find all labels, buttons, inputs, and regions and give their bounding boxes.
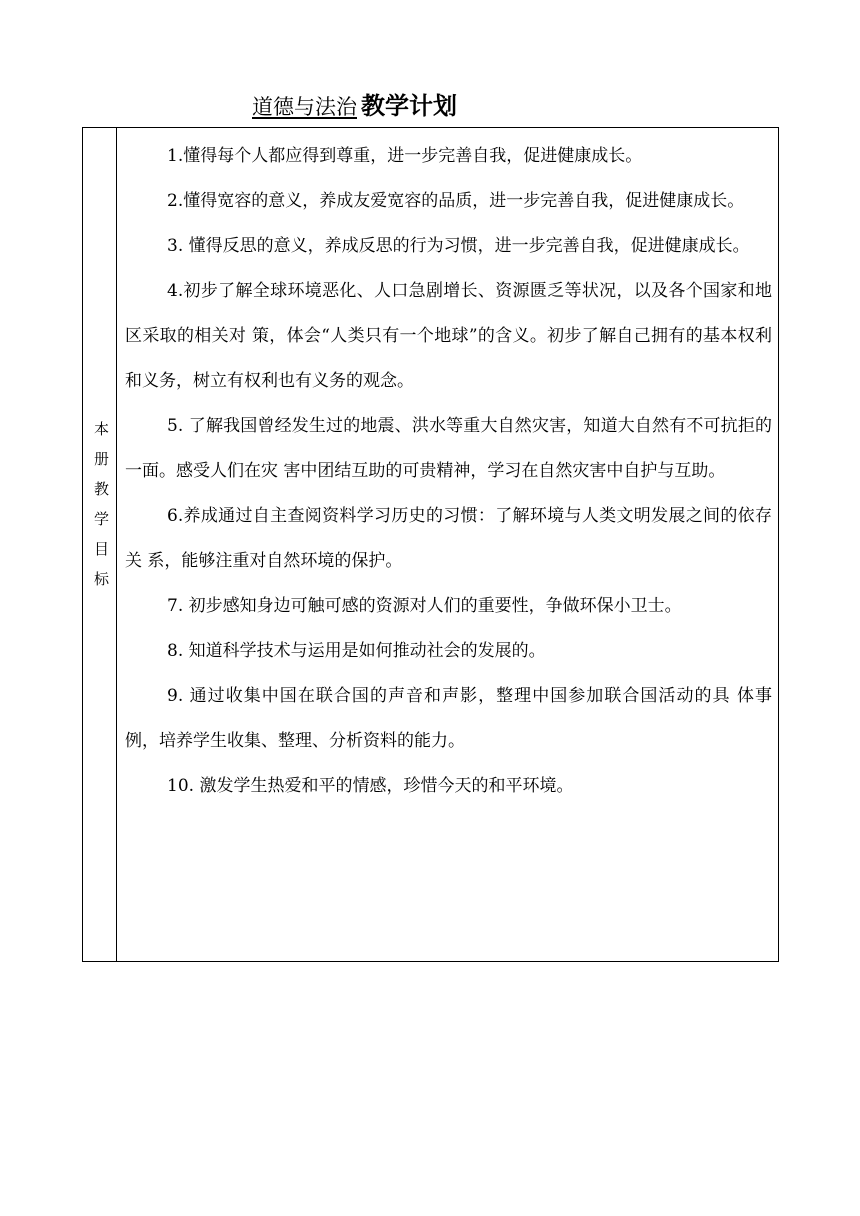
document-title (240, 86, 457, 120)
goal-item-7: 7. 初步感知身边可触可感的资源对人们的重要性，争做环保小卫士。 (167, 596, 682, 616)
goal-item-1: 1.懂得每个人都应得到尊重，进一步完善自我，促进健康成长。 (167, 146, 643, 166)
goal-item-8: 8. 知道科学技术与运用是如何推动社会的发展的。 (167, 641, 546, 661)
goal-item-5: 5. 了解我国曾经发生过的地震、洪水等重大自然灾害，知道大自然有不可抗拒的一面。感受人们在灾 害中团结互助的可贵精神，学习在自然灾害中自护与互助。 (125, 416, 772, 481)
goal-item-10: 10. 激发学生热爱和平的情感，珍惜今天的和平环境。 (167, 776, 574, 796)
goal-item-2: 2.懂得宽容的意义，养成友爱宽容的品质，进一步完善自我，促进健康成长。 (167, 191, 745, 211)
goal-item-9: 9. 通过收集中国在联合国的声音和声影，整理中国参加联合国活动的具 体事例，培养学生收集、整理、分析资料的能力。 (125, 686, 772, 751)
goal-item-3: 3. 懂得反思的意义，养成反思的行为习惯，进一步完善自我，促进健康成长。 (167, 236, 750, 256)
teaching-goals-table (82, 127, 779, 962)
goal-item-4: 4.初步了解全球环境恶化、人口急剧增长、资源匮乏等状况，以及各个国家和地区采取的相关对 策，体会“人类只有一个地球”的含义。初步了解自己拥有的基本权利和义务，树立有权利也有义务的观念。 (125, 281, 772, 391)
title-main: 教学计划 (361, 92, 457, 120)
title-subject: 道德与法治 (252, 95, 357, 119)
row-label-cell (83, 128, 117, 961)
row-label: 本册教学目标 (92, 421, 110, 601)
goals-cell (117, 128, 778, 961)
goal-item-6: 6.养成通过自主查阅资料学习历史的习惯：了解环境与人类文明发展之间的依存关 系，能够注重对自然环境的保护。 (125, 506, 772, 571)
